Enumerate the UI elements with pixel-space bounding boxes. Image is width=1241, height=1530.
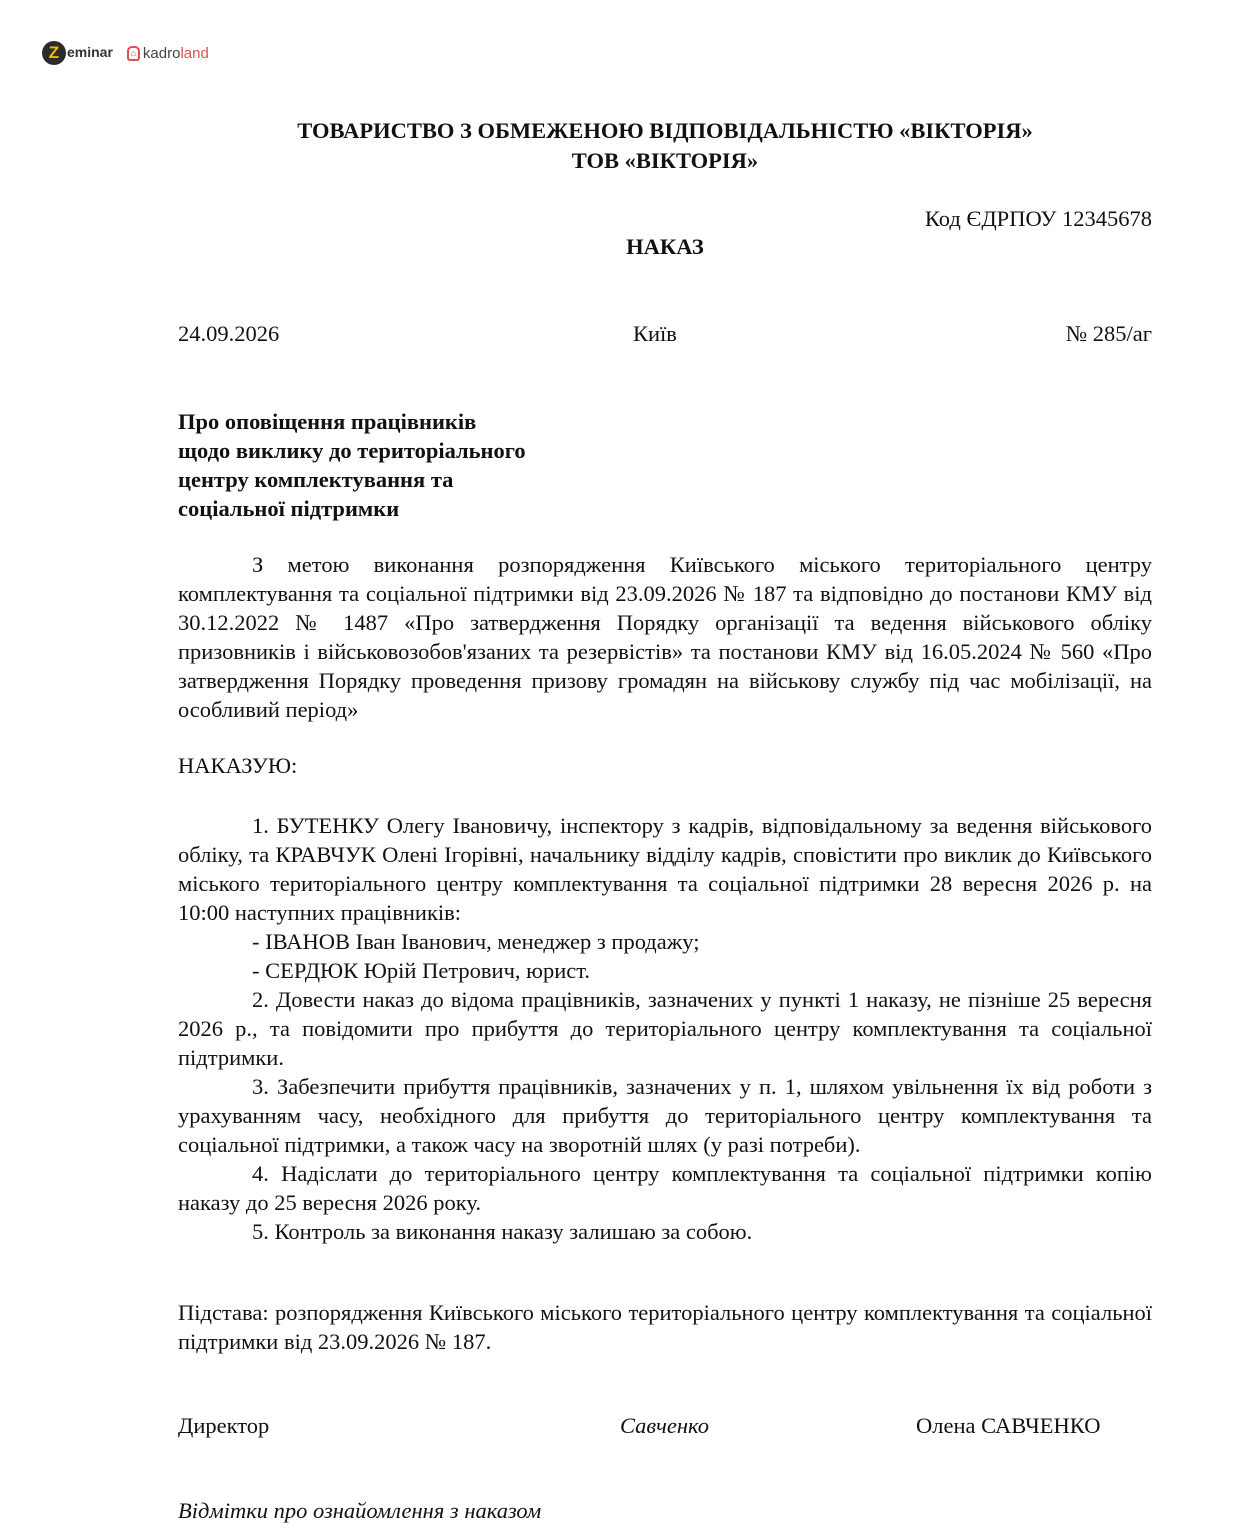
order-city: Київ [633,321,677,346]
order-item-4: 4. Надіслати до територіального центру комплектування та соціальної підтримки копію наказу до 25 вересня 2026 року. [178,1161,1152,1215]
logo-bar [42,38,209,68]
acquaintance-note: Відмітки про ознайомлення з наказом [178,1498,542,1523]
company-full-name: ТОВАРИСТВО З ОБМЕЖЕНОЮ ВІДПОВІДАЛЬНІСТЮ «ВІКТОРІЯ» [297,118,1033,143]
kadroland-logo-icon: ⌂ [127,46,140,61]
order-item-1: 1. БУТЕНКУ Олегу Івановичу, інспектору з кадрів, відповідальному за ведення військового обліку, та КРАВЧУК Олені Ігорівні, начальнику відділу кадрів, сповістити про виклик до Київського міського територіального центру комплектування та соціальної підтримки 28 вересня 2026 р. на 10:00 наступних працівників: [178,813,1152,925]
order-subject [178,407,526,523]
order-number: № 285/аг [1065,321,1152,346]
order-item-5: 5. Контроль за виконання наказу залишаю за собою. [252,1219,753,1244]
signatory-name: Олена САВЧЕНКО [916,1413,1101,1438]
signature: Савченко [620,1413,709,1438]
subject-line: Про оповіщення працівників [178,409,477,434]
kadroland-logo-text: kadroland [142,44,209,62]
order-item-3: 3. Забезпечити прибуття працівників, зазначених у п. 1, шляхом увільнення їх від роботи з урахуванням часу, необхідного для прибуття до територіального центру комплектування та соціальної підтримки, а також часу на зворотній шлях (у разі потреби). [178,1074,1152,1157]
zeminar-logo-icon: Z [42,41,66,65]
order-date: 24.09.2026 [178,321,280,346]
zeminar-logo-text: eminar [67,43,113,60]
employee-list-item: - ІВАНОВ Іван Іванович, менеджер з продажу; [252,929,700,954]
company-short-name: ТОВ «ВІКТОРІЯ» [571,148,759,173]
preamble-paragraph: З метою виконання розпорядження Київського міського територіального центру комплектування та соціальної підтримки від 23.09.2026 № 187 та відповідно до постанови КМУ від 30.12.2022 № 1487 «Про затвердження Порядку організації та ведення військового обліку призовників і військовозобов'язаних та резервістів» та постанови КМУ від 16.05.2024 № 560 «Про затвердження Порядку проведення призову громадян на військову службу під час мобілізації, на особливий період» [178,552,1152,722]
basis-paragraph: Підстава: розпорядження Київського міського територіального центру комплектування та соціальної підтримки від 23.09.2026 № 187. [178,1300,1152,1354]
subject-line: соціальної підтримки [178,496,400,521]
order-items [178,811,1152,1246]
subject-line: центру комплектування та [178,467,454,492]
employee-list-item: - СЕРДЮК Юрій Петрович, юрист. [252,958,591,983]
signatory-position: Директор [178,1413,270,1438]
document-title: НАКАЗ [626,234,704,259]
order-item-2: 2. Довести наказ до відома працівників, зазначених у пункті 1 наказу, не пізніше 25 вересня 2026 р., та повідомити про прибуття до територіального центру комплектування та соціальної підтримки. [178,987,1152,1070]
order-heading: НАКАЗУЮ: [178,753,298,778]
subject-line: щодо виклику до територіального [178,438,526,463]
edrpou-code: Код ЄДРПОУ 12345678 [924,206,1152,231]
